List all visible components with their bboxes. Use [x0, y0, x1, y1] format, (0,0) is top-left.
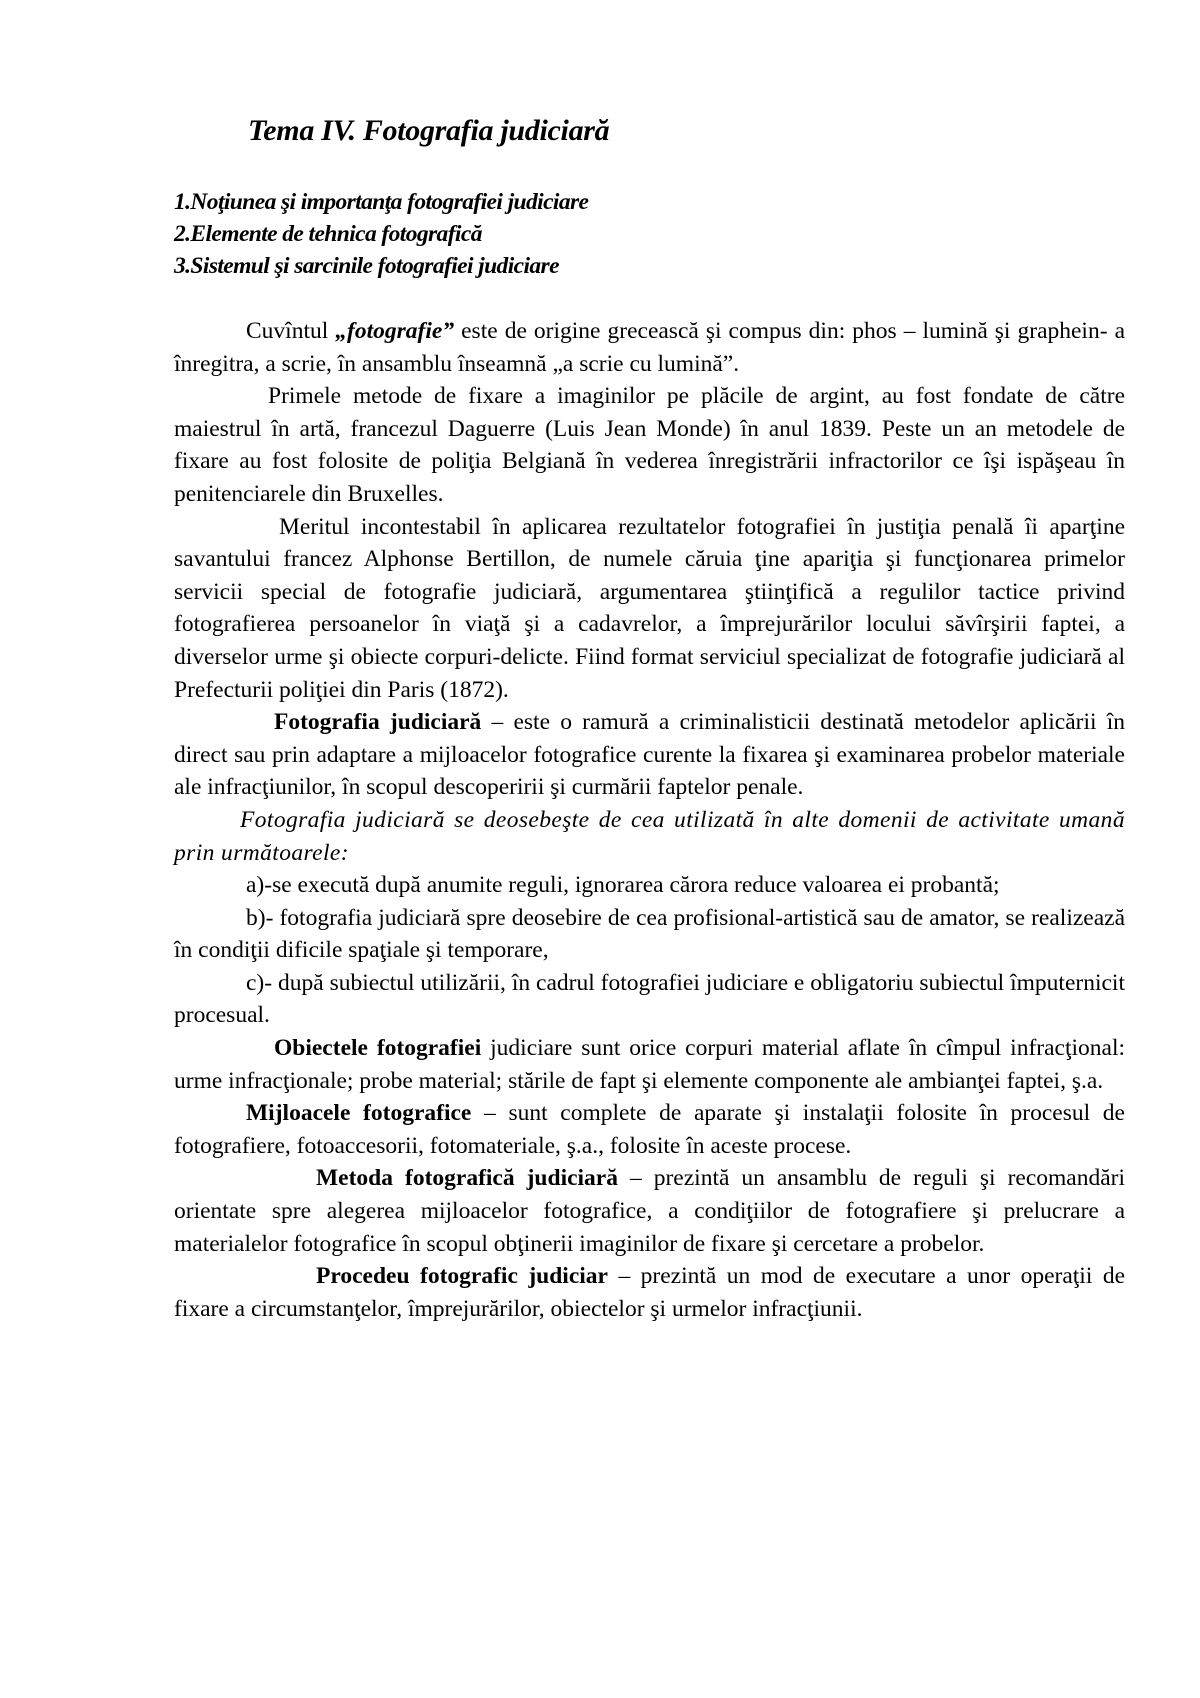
paragraph-etymology: Cuvîntul „fotografie” este de origine grecească şi compus din: phos – lumină şi graphein- a înregitra, a scrie, în ansamblu înseamnă „a scrie cu lumină”.	[174, 318, 1125, 377]
document-title: Tema IV. Fotografia judiciară	[248, 114, 610, 147]
topic-item: 3.Sistemul şi sarcinile fotografiei judiciare	[174, 253, 559, 279]
paragraph-means: Mijloacele fotografice – sunt complete de aparate şi instalaţii folosite în procesul de fotografiere, fotoaccesorii, fotomateriale, ş.a., folosite în aceste procese.	[174, 1100, 1125, 1159]
paragraph-method: Metoda fotografică judiciară – prezintă un ansamblu de reguli şi recomandări orientate spre alegerea mijloacelor fotografice, a condiţiilor de fotografiere şi prelucrare a materialelor fotografice în scopul obţinerii imaginilor de fixare şi cercetare a probelor.	[174, 1165, 1126, 1257]
term-procedeu: Procedeu fotografic judiciar	[316, 1263, 608, 1290]
term-metoda: Metoda fotografică judiciară	[316, 1165, 618, 1192]
term-mijloacele: Mijloacele fotografice	[246, 1100, 472, 1127]
term-fotografie: „fotografie”	[335, 318, 455, 344]
topic-item: 1.Noţiunea şi importanţa fotografiei judiciare	[174, 189, 589, 215]
paragraph-objects: Obiectele fotografiei judiciare sunt orice corpuri material aflate în cîmpul infracţional: urme infracţionale; probe material; stările de fapt şi elemente componente ale ambianţei faptei, ş.a.	[174, 1035, 1125, 1094]
topic-list	[174, 186, 588, 282]
term-obiectele: Obiectele fotografiei	[274, 1035, 482, 1062]
list-item-b: b)- fotografia judiciară spre deosebire de cea profisional-artistică sau de amator, se realizează în condiţii dificile spaţiale şi temporare,	[174, 904, 1125, 964]
paragraph-definition: Fotografia judiciară – este o ramură a criminalisticii destinată metodelor aplicării în direct sau prin adaptare a mijloacelor fotografice curente la fixarea şi examinarea probelor materiale ale infracţiunilor, în scopul descoperirii şi curmării faptelor penale.	[174, 709, 1125, 801]
list-item-c: c)- după subiectul utilizării, în cadrul fotografiei judiciare e obligatoriu subiectul împuternicit procesual.	[174, 969, 1125, 1029]
list-item-a: a)-se execută după anumite reguli, ignorarea cărora reduce valoarea ei probantă;	[246, 872, 1000, 899]
topic-item: 2.Elemente de tehnica fotografică	[174, 221, 482, 247]
paragraph-procedure: Procedeu fotografic judiciar – prezintă un mod de executare a unor operaţii de fixare a circumstanţelor, împrejurărilor, obiectelor şi urmelor infracţiunii.	[174, 1263, 1125, 1322]
paragraph-differences-intro: Fotografia judiciară se deosebeşte de cea utilizată în alte domenii de activitate umană prin următoarele:	[174, 806, 1125, 866]
paragraph-history-bertillon: Meritul incontestabil în aplicarea rezultatelor fotografiei în justiţia penală îi aparţine savantului francez Alphonse Bertillon, de numele căruia ţine apariţia şi funcţionarea primelor servicii special de fotografie judiciară, argumentarea ştiinţifică a regulilor tactice privind fotografierea persoanelor în viaţă şi a cadavrelor, a împrejurărilor locului săvîrşirii faptei, a diverselor urme şi obiecte corpuri-delicte. Fiind format serviciul specializat de fotografie judiciară al Prefecturii poliţiei din Paris (1872).	[174, 513, 1125, 703]
paragraph-history-daguerre: Primele metode de fixare a imaginilor pe plăcile de argint, au fost fondate de către maiestrul în artă, francezul Daguerre (Luis Jean Monde) în anul 1839. Peste un an metodele de fixare au fost folosite de poliţia Belgiană în vederea înregistrării infractorilor ce îşi ispăşeau în penitenciarele din Bruxelles.	[174, 383, 1125, 507]
document-body	[174, 315, 1125, 1325]
term-fotografia-judiciara: Fotografia judiciară	[274, 709, 482, 736]
